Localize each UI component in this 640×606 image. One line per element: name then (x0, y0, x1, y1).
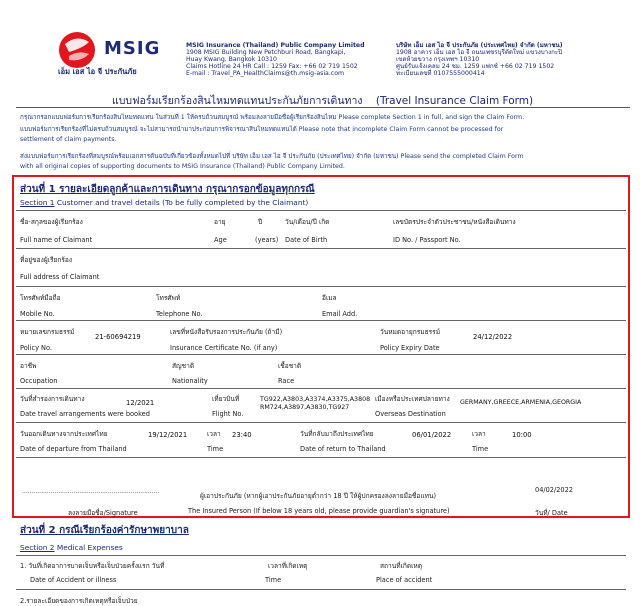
destination-label-th: เมืองหรือประเทศปลายทาง (375, 395, 450, 403)
insured-person-label-th: ผู้เอาประกันภัย (หากผู้เอาประกันภัยอายุต่ำกว่า 18 ปี ให้ผู้ปกครองลงลายมือชื่อแทน) (200, 492, 437, 500)
row-divider (16, 422, 626, 423)
telephone-label-th: โทรศัพท์ (156, 294, 181, 302)
occupation-label-th: อาชีพ (20, 362, 37, 370)
accident-date-label-en: Date of Accident or illness (30, 576, 117, 584)
row-divider (16, 457, 626, 458)
section1-title-english (20, 198, 308, 207)
flight-number-value: TG922,A3803,A3374,A3375,A3808 (260, 396, 371, 403)
claimant-name-label-en: Full name of Claimant (20, 236, 93, 244)
msig-logo-icon (55, 30, 99, 70)
date-label: วันที่/ Date (535, 509, 568, 517)
address-label-th: ที่อยู่ของผู้เรียกร้อง (20, 256, 73, 264)
signature-label: ลงลายมือชื่อ/Signature (68, 509, 138, 517)
race-label-en: Race (278, 377, 295, 385)
section1-label: Section 1 (20, 198, 55, 207)
return-time-label-th: เวลา (472, 430, 486, 438)
signature-date-value: 04/02/2022 (535, 486, 574, 494)
destination-label-en: Overseas Destination (375, 410, 446, 418)
accident-place-label-th: สถานที่เกิดเหตุ (380, 562, 422, 570)
email-label-th: อีเมล (322, 294, 337, 302)
row-divider (16, 388, 626, 389)
row-divider (16, 286, 626, 287)
signature-dotted-line: ........................................................................ (22, 488, 160, 495)
form-title-english: (Travel Insurance Claim Form) (375, 95, 534, 107)
instruction-line: แบบฟอร์มการเรียกร้องที่ไม่ครบถ้วนสมบูรณ์ จะไม่สามารถนำมาประกอบการพิจารณาสินไหมทดแทนได้ Please note that incomplete Claim Form cannot be processed for (20, 126, 504, 133)
claimant-name-label-th: ชื่อ-สกุลของผู้เรียกร้อง (20, 218, 83, 226)
certificate-label-th: เลขที่หนังสือรับรองการประกันภัย (ถ้ามี) (170, 328, 283, 336)
destination-value: GERMANY,GREECE,ARMENIA,GEORGIA (460, 399, 582, 406)
instruction-line: กรุณากรอกแบบฟอร์มการเรียกร้องสินไหมทดแทน ในส่วนที่ 1 ให้ครบถ้วนสมบูรณ์ พร้อมลงลายมือชื่อผู้เรียกร้องสินไหม Please complete Section 1 in full, and sign the Claim Form. (20, 114, 525, 121)
company-info-th (396, 42, 563, 77)
company-name-en: MSIG Insurance (Thailand) Public Company Limited (186, 42, 365, 49)
policy-label-en: Policy No. (20, 344, 53, 352)
years-label-th: ปี (258, 218, 263, 226)
accident-details-label-th: 2.รายละเอียดของการเกิดเหตุหรือเจ็บป่วย (20, 597, 138, 605)
return-label-en: Date of return to Thailand (300, 445, 386, 453)
dob-label-th: วัน/เดือน/ปี เกิด (285, 218, 330, 226)
instruction-line: ส่งแบบฟอร์มการเรียกร้องที่สมบูรณ์พร้อมเอกสารต้นฉบับที่เกี่ยวข้องทั้งหมดไปที่ บริษัท เอ็ม เอส ไอ จี ประกันภัย (ประเทศไทย) จำกัด (มหาชน) Please send the completed Claim Form (20, 153, 524, 160)
expiry-date-value: 24/12/2022 (473, 333, 513, 341)
flight-label-th: เที่ยวบินที่ (212, 395, 240, 403)
departure-label-th: วันออกเดินทางจากประเทศไทย (20, 430, 108, 438)
row-divider (16, 210, 626, 211)
section1-title-thai: ส่วนที่ 1 รายละเอียดลูกค้าและการเดินทาง กรุณากรอกข้อมูลทุกกรณี (20, 184, 315, 195)
certificate-label-en: Insurance Certificate No. (if any) (170, 344, 278, 352)
section2-subtitle: Medical Expenses (54, 543, 123, 552)
mobile-label-en: Mobile No. (20, 310, 55, 318)
address-line: Huay Kwang, Bangkok 10310 (186, 56, 277, 63)
address-label-en: Full address of Claimant (20, 273, 100, 281)
departure-time-label-en: Time (207, 445, 224, 453)
expiry-label-th: วันหมดอายุกรมธรรม์ (380, 328, 441, 336)
flight-label-en: Flight No. (212, 410, 244, 418)
address-line: Claims Hotline 24 HR Call : 1259 Fax: +66 02 719 1502 (186, 63, 358, 70)
telephone-label-en: Telephone No. (156, 310, 203, 318)
nationality-label-en: Nationality (172, 377, 208, 385)
company-name-th: บริษัท เอ็ม เอส ไอ จี ประกันภัย (ประเทศไทย) จำกัด (มหาชน) (396, 42, 563, 49)
row-divider (16, 589, 626, 590)
booked-date-value: 12/2021 (126, 399, 155, 407)
accident-time-label-th: เวลาที่เกิดเหตุ (268, 562, 308, 570)
section2-title-english (20, 543, 123, 552)
row-divider (16, 248, 626, 249)
booked-date-label-en: Date travel arrangements were booked (20, 410, 150, 418)
id-label-en: ID No. / Passport No. (393, 236, 461, 244)
title-divider (16, 107, 630, 108)
address-line: ทะเบียนเลขที่ 0107555000414 (396, 70, 485, 77)
row-divider (16, 320, 626, 321)
mobile-label-th: โทรศัพท์มือถือ (20, 294, 61, 302)
address-line: 1908 MSIG Building New Petchburi Road, Bangkapi, (186, 49, 346, 56)
departure-time-label-th: เวลา (207, 430, 221, 438)
return-time-label-en: Time (472, 445, 489, 453)
policy-label-th: หมายเลขกรมธรรม์ (20, 328, 75, 336)
address-line: เขตห้วยขวาง กรุงเทพฯ 10310 (396, 56, 480, 63)
years-label-en: (years) (255, 236, 279, 244)
instruction-line: with all original copies of supporting documents to MSIG Insurance (Thailand) Public Company Limited. (20, 163, 345, 170)
address-line: 1908 อาคาร เอ็ม เอส ไอ จี ถนนเพชรบุรีตัดใหม่ แขวงบางกะปิ (396, 49, 563, 56)
nationality-label-th: สัญชาติ (172, 362, 195, 370)
return-time-value: 10:00 (512, 431, 532, 439)
age-label-en: Age (214, 236, 227, 244)
section2-label: Section 2 (20, 543, 55, 552)
accident-time-label-en: Time (265, 576, 282, 584)
age-label-th: อายุ (214, 218, 226, 226)
expiry-label-en: Policy Expiry Date (380, 344, 440, 352)
logo-text: MSIG (104, 38, 161, 59)
row-divider (16, 555, 626, 556)
accident-date-label-th: 1. วันที่เกิดอาการบาดเจ็บหรือเจ็บป่วยครั้งแรก วันที่ (20, 562, 165, 570)
dob-label-en: Date of Birth (285, 236, 328, 244)
accident-place-label-en: Place of accident (376, 576, 433, 584)
email-label-en: Email Add. (322, 310, 358, 318)
insured-person-label-en: The Insured Person (If below 18 years old, please provide guardian's signature) (188, 507, 450, 515)
logo-thai-text: เอ็ม เอส ไอ จี ประกันภัย (58, 67, 137, 76)
form-title-thai: แบบฟอร์มเรียกร้องสินไหมทดแทนประกันภัยการเดินทาง (112, 95, 363, 107)
race-label-th: เชื้อชาติ (278, 362, 302, 370)
return-label-th: วันที่กลับมาถึงประเทศไทย (300, 430, 374, 438)
address-line: E-mail : Travel_PA_HealthClaims@th.msig-asia.com (186, 70, 345, 77)
company-info-en (186, 42, 365, 77)
address-line: ศูนย์รับแจ้งเคลม 24 ชม. 1259 แฟกซ์ +66 02 719 1502 (396, 63, 555, 70)
policy-number-value: 21-60694219 (95, 333, 141, 341)
row-divider (16, 354, 626, 355)
return-date-value: 06/01/2022 (412, 431, 452, 439)
departure-label-en: Date of departure from Thailand (20, 445, 127, 453)
section1-subtitle: Customer and travel details (To be fully completed by the Claimant) (54, 198, 309, 207)
id-label-th: เลขบัตรประจำตัวประชาชน/หนังสือเดินทาง (393, 218, 516, 226)
departure-date-value: 19/12/2021 (148, 431, 188, 439)
flight-number-value: RM724,A3897,A3830,TG927 (260, 404, 350, 411)
section2-title-thai: ส่วนที่ 2 กรณีเรียกร้องค่ารักษาพยาบาล (20, 525, 189, 536)
departure-time-value: 23:40 (232, 431, 252, 439)
occupation-label-en: Occupation (20, 377, 58, 385)
instruction-line: settlement of claim payments. (20, 136, 117, 143)
booked-date-label-th: วันที่สำรองการเดินทาง (20, 395, 85, 403)
